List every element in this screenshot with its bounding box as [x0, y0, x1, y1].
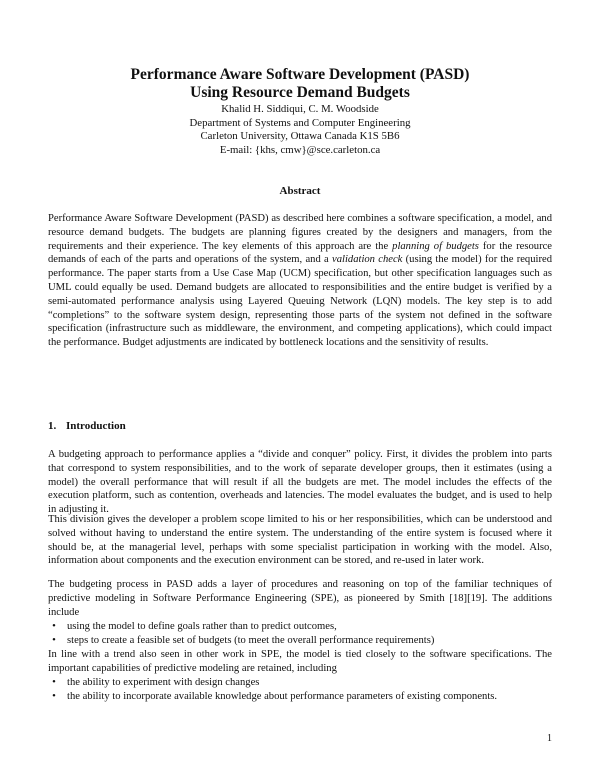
abstract-text-2: for the resource demands of each of the parts and operations of the system, and a: [48, 240, 552, 266]
author-email: E-mail: {khs, cmw}@sce.carleton.ca: [219, 143, 381, 156]
list-item-text: the ability to incorporate available knowledge about performance parameters of existing components.: [67, 690, 498, 702]
intro-paragraph-3: The budgeting process in PASD adds a layer of procedures and reasoning on top of the familiar techniques of predictive modeling in Software Performance Engineering (SPE), as pioneered by Smith [18][19]. The additions include: [48, 579, 552, 618]
abstract-text-1: Performance Aware Software Development (PASD) as described here combines a software specification, a model, and resource demand budgets. The budgets are planning figures created by the designers and managers, from the requirements and their experience. The key elements of this approach are the: [48, 213, 552, 252]
author-department: Department of Systems and Computer Engineering: [189, 116, 411, 129]
bullet-icon: •: [52, 677, 56, 688]
title-line-2: Using Resource Demand Budgets: [190, 84, 410, 101]
list-item-text: steps to create a feasible set of budgets (to meet the overall performance requirements): [67, 634, 435, 646]
section-heading-introduction: [48, 420, 126, 432]
author-names: Khalid H. Siddiqui, C. M. Woodside: [221, 103, 379, 115]
intro-paragraph-2: This division gives the developer a problem scope limited to his or her responsibilities, which can be understood and solved without having to understand the entire system. The understanding of the entire system is focused where it should be, at the managerial level, perhaps with some specialist participation in working with the model. Also, information about components and the execution environment can be stored, and re-used in later work.: [48, 514, 552, 567]
intro-paragraph-4: In line with a trend also seen in other work in SPE, the model is tied closely to the software specifications. The important capabilities of predictive modeling are retained, including: [48, 649, 552, 674]
list-item: [48, 620, 552, 634]
abstract-emphasis-validation: validation check: [332, 254, 403, 266]
section-number: 1.: [48, 420, 57, 432]
abstract-paragraph: [48, 212, 552, 350]
paper-title: [0, 66, 600, 102]
page-number: 1: [547, 733, 552, 744]
author-university: Carleton University, Ottawa Canada K1S 5B6: [200, 130, 400, 143]
list-item: [48, 676, 552, 690]
capabilities-list: [48, 676, 552, 704]
author-block: [0, 103, 600, 157]
bullet-icon: •: [52, 621, 56, 632]
section-title: Introduction: [66, 420, 126, 432]
list-item: [48, 690, 552, 704]
list-item-text: using the model to define goals rather than to predict outcomes,: [67, 621, 337, 632]
list-item: [48, 634, 552, 648]
title-line-1: Performance Aware Software Development (PASD): [130, 66, 470, 83]
list-item-text: the ability to experiment with design changes: [67, 677, 260, 688]
intro-paragraph-1: A budgeting approach to performance applies a “divide and conquer” policy. First, it divides the problem into parts that correspond to system responsibilities, and to the work of separate developer groups, then it estimates (using a model) the overall performance that will result if all the budgets are met. The model includes the effects of the execution platform, such as contention, overheads and latencies. The model evaluates the budget, and is used to help in adjusting it.: [48, 449, 552, 516]
bullet-icon: •: [52, 690, 56, 702]
abstract-text-3: (using the model) for the required performance. The paper starts from a Use Case Map (UCM) specification, but other specification languages such as UML could equally be used. Demand budgets are allocated to responsibilities and the entire budget is verified by a semi-automated performance analysis using Layered Queuing Network (LQN) models. The key step is to add “completions” to the software system design, representing those parts of the system not defined in the software specification (infrastructure such as middleware, the environment, and competing applications), which could impact the performance. Budget adjustments are indicated by bottleneck locations and the sensitivity of results.: [48, 254, 552, 349]
abstract-heading: Abstract: [279, 185, 321, 197]
bullet-icon: •: [52, 634, 56, 646]
abstract-emphasis-planning: planning of budgets: [392, 240, 479, 252]
additions-list: [48, 620, 552, 648]
